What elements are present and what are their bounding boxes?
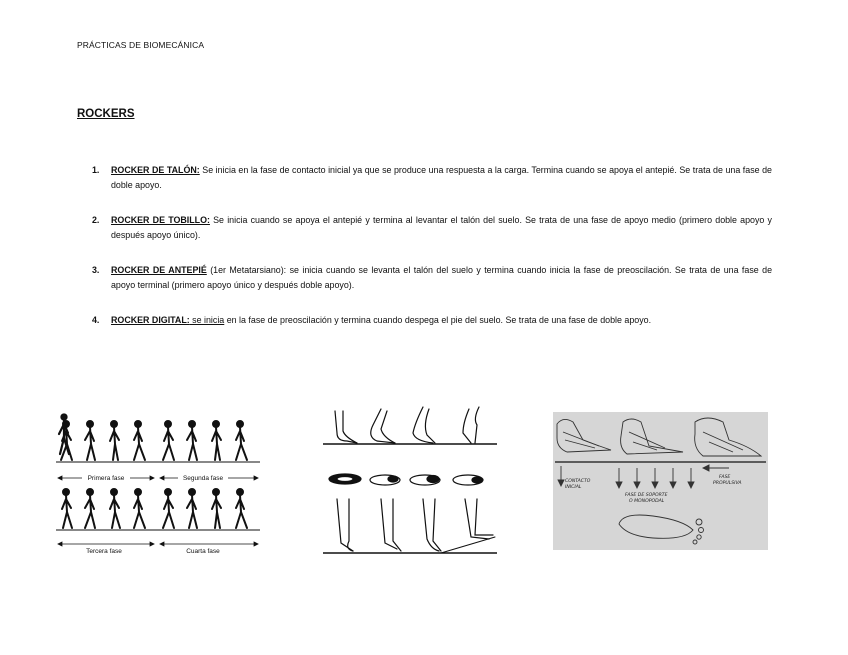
item-term: ROCKER DE TALÓN: — [111, 165, 200, 175]
item-term: ROCKER DE TOBILLO: — [111, 215, 210, 225]
phase2-caption: Segunda fase — [182, 475, 224, 482]
list-item — [92, 313, 772, 328]
foot-support-illustration — [553, 412, 768, 550]
rockers-list — [92, 163, 772, 349]
foot-support-figure — [553, 412, 768, 550]
gait-phases-figure — [56, 412, 260, 558]
item-term: ROCKER DIGITAL: — [111, 315, 190, 325]
phase1-caption: Primera fase — [87, 475, 125, 482]
item-text: en la fase de preoscilación y termina cuando despega el pie del suelo. Se trata de una fase de doble apoyo. — [224, 315, 652, 325]
list-item — [92, 163, 772, 192]
item-number: 2. — [92, 215, 100, 225]
propulsive-label-2: PROPULSIVA — [713, 481, 742, 486]
item-text: Se inicia en la fase de contacto inicial ya que se produce una respuesta a la carga. Termina cuando se apoya el antepié. Se trata de una fase de doble apoyo. — [111, 165, 772, 190]
support-label: FASE DE SOPORTE — [625, 493, 668, 498]
section-title: ROCKERS — [77, 108, 135, 120]
item-number: 3. — [92, 265, 100, 275]
propulsive-label: FASE — [719, 475, 731, 480]
item-number: 1. — [92, 165, 100, 175]
phase3-caption: Tercera fase — [86, 548, 122, 555]
item-text: Se inicia cuando se apoya el antepié y termina al levantar el talón del suelo. Se trata de una fase de apoyo medio (primero doble apoyo y después apoyo único). — [111, 215, 772, 240]
page-header: PRÁCTICAS DE BIOMECÁNICA — [77, 40, 205, 50]
contact-label: CONTACTO — [565, 479, 591, 484]
list-item — [92, 263, 772, 292]
item-term-tail: se inicia — [189, 315, 225, 325]
item-number: 4. — [92, 315, 100, 325]
support-label-2: O MONOPODAL — [629, 499, 665, 504]
item-term: ROCKER DE ANTEPIÉ — [111, 265, 207, 275]
foot-rockers-illustration — [323, 403, 497, 557]
item-text: (1er Metatarsiano): se inicia cuando se levanta el talón del suelo y termina cuando inicia la fase de preoscilación. Se trata de una fase de apoyo terminal (primero apoyo único y después doble apoyo). — [111, 265, 772, 290]
phase4-caption: Cuarta fase — [186, 548, 220, 555]
contact-label-2: INICIAL — [565, 485, 582, 490]
foot-rockers-figure — [323, 403, 497, 557]
list-item — [92, 213, 772, 242]
gait-phases-illustration — [56, 412, 260, 558]
